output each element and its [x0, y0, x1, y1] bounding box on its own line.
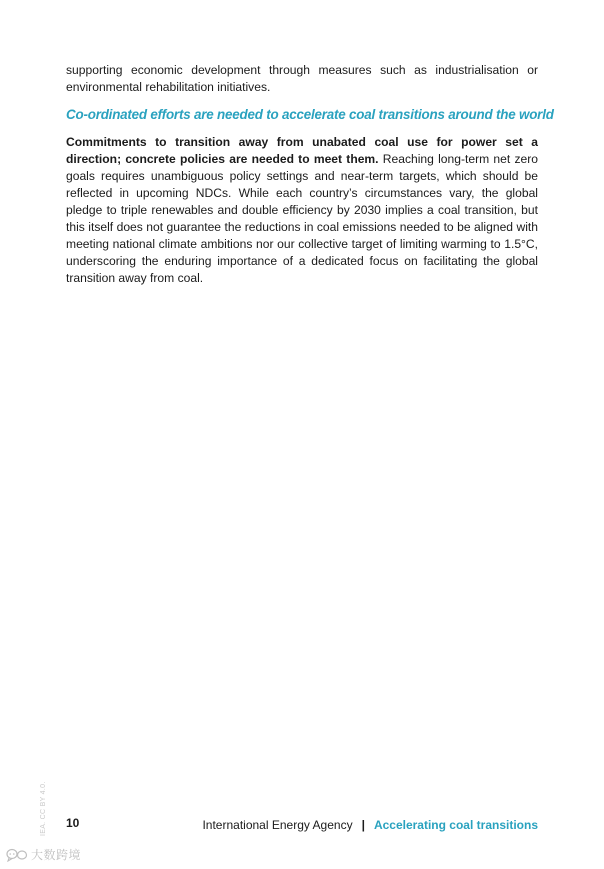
section-heading: Co-ordinated efforts are needed to accelerate coal transitions around the world: [66, 107, 554, 122]
main-paragraph-lead: Commitments to transition away from unabated coal use for power set a direction; concrete policies are needed to meet them.: [66, 135, 538, 166]
footer-report-title: Accelerating coal transitions: [373, 818, 538, 832]
license-notice: IEA. CC BY 4.0.: [40, 781, 47, 836]
intro-paragraph: supporting economic development through measures such as industrialisation or environmental rehabilitation initiatives.: [66, 63, 538, 94]
main-paragraph: [66, 134, 538, 287]
page-number: 10: [66, 816, 80, 830]
footer: [202, 818, 538, 832]
chat-bubble-logo-icon: [6, 848, 28, 862]
watermark-text: 大数跨境: [31, 848, 82, 862]
page-body: [66, 62, 554, 287]
main-paragraph-text: Reaching long-term net zero goals requires unambiguous policy settings and near-term targets, which should be reflected in upcoming NDCs. While each country’s circumstances vary, the global pledge to triple renewables and double efficiency by 2030 implies a coal transition, but this itself does not guarantee the reductions in coal emissions needed to be aligned with meeting national climate ambitions nor our collective target of limiting warming to 1.5°C, underscoring the enduring importance of a dedicated focus on facilitating the global transition away from coal.: [66, 152, 538, 285]
watermark: [6, 846, 81, 863]
footer-separator: |: [361, 818, 365, 832]
footer-organization: International Energy Agency: [202, 818, 353, 832]
